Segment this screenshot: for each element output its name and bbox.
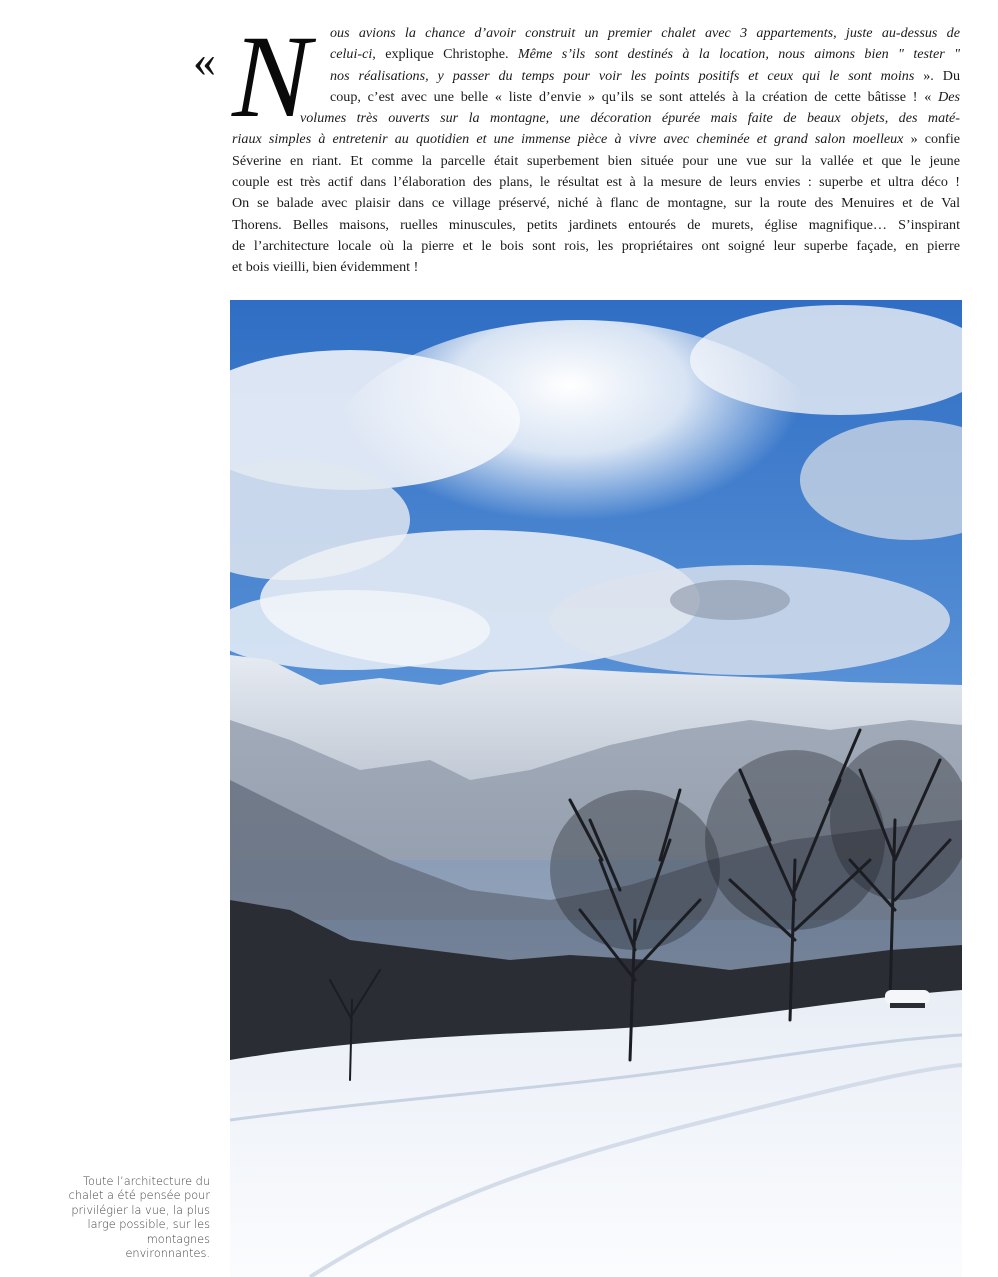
article-line [232,129,960,150]
article-line [232,23,960,44]
article-line [232,151,960,172]
article-line [232,172,960,193]
italic-quote-text: nos réalisations, y passer du temps pour voir les points positifs et ceux qui le sont moins [330,67,915,84]
opening-quote-mark: « [193,35,216,86]
article-line [232,236,960,257]
italic-quote-text: ous avions la chance d’avoir construit un premier chalet avec 3 appartements, juste au-dessus de [330,25,960,41]
body-text: Séverine en riant. Et comme la parcelle était superbement bien située pour une vue sur la vallée et que le jeune [232,152,960,169]
italic-quote-text: Même s’ils sont destinés à la location, nous aimons bien " tester " [517,46,960,63]
body-text: » confie [903,131,960,148]
article-line [232,87,960,108]
article-line [232,44,960,65]
body-text: et bois vieilli, bien évidemment ! [232,259,419,276]
article-line [232,193,960,214]
mountain-photo [230,300,962,1277]
article-line [232,108,960,129]
article-line [232,66,960,87]
body-text: On se balade avec plaisir dans ce village préservé, niché à flanc de montagne, sur la route des Menuires et de Val [232,195,960,212]
body-text: coup, c’est avec une belle « liste d’envie » qu’ils se sont attelés à la création de cette bâtisse ! « [330,88,939,105]
photo-caption: Toute l’architecture du chalet a été pensée pour privilégier la vue, la plus large possible, sur les montagnes environnantes. [68,1175,210,1261]
italic-quote-text: riaux simples à entretenir au quotidien et une immense pièce à vivre avec cheminée et grand salon moelleux [232,131,904,148]
article-body [232,23,960,279]
italic-quote-text: Des [938,88,960,105]
body-text: de l’architecture locale où la pierre et le bois sont rois, les propriétaires ont soigné leur superbe façade, en pierre [232,237,960,254]
body-text: , explique Christophe. [372,46,518,63]
drop-cap: N [232,11,311,142]
body-text: Thorens. Belles maisons, ruelles minuscules, petits jardinets entourés de murets, église magnifique… S’inspirant [232,216,960,233]
body-text: ». Du [914,67,960,84]
italic-quote-text: celui-ci [330,46,373,63]
snowy-landscape-image [230,300,962,1277]
article-line [232,257,960,278]
italic-quote-text: volumes très ouverts sur la montagne, une décoration épurée mais faite de beaux objets, des maté- [300,110,960,127]
body-text: couple est très actif dans l’élaboration des plans, le résultat est à la mesure de leurs envies : superbe et ultra déco ! [232,174,960,191]
article-line [232,215,960,236]
